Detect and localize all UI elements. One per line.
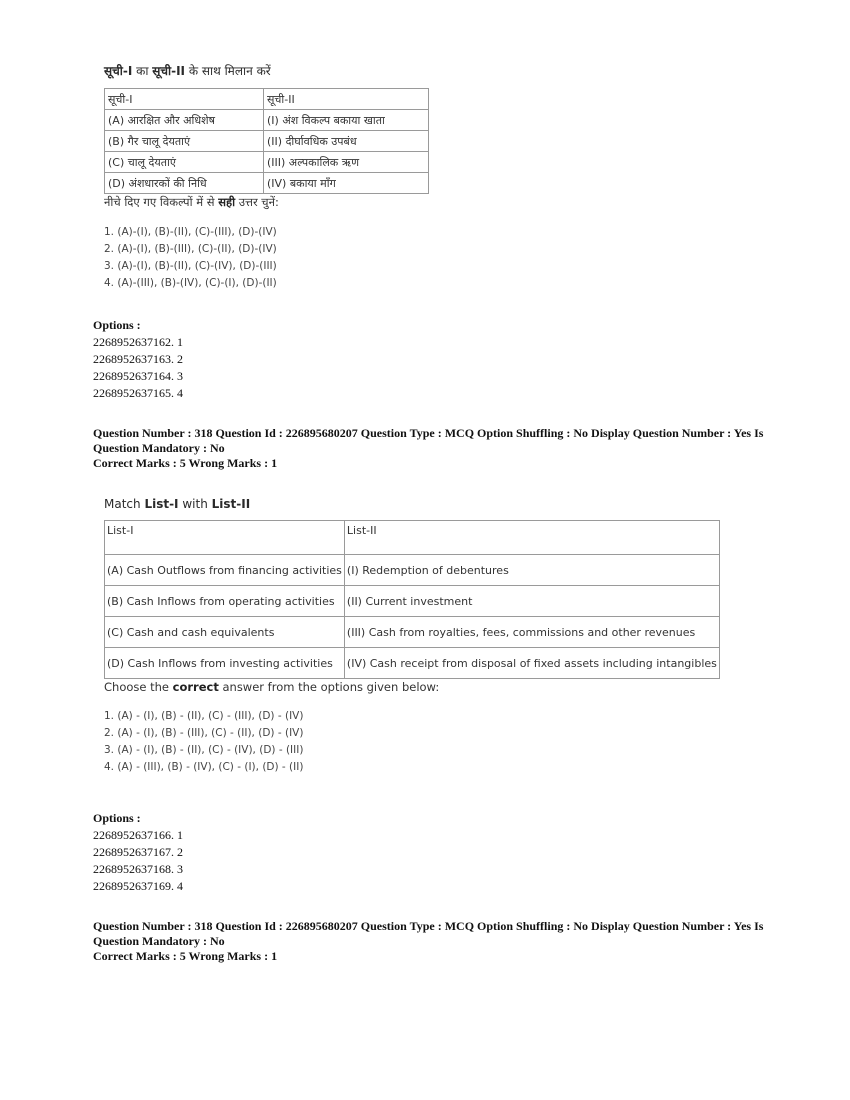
intro-mid: with [178,497,212,511]
match-table-english [104,520,720,679]
intro-mid: का [132,64,153,78]
options-block-1 [93,317,183,402]
meta-line: Question Number : 318 Question Id : 226895680207 Question Type : MCQ Option Shuffling : No Display Question Number : Yes Is [93,426,764,440]
table-cell: (A) Cash Outflows from financing activities [105,555,345,586]
table-header-cell: सूची-I [105,89,264,110]
meta-line: Question Mandatory : No [93,441,225,455]
choose-bold: correct [172,680,219,694]
options-label: Options : [93,811,141,825]
intro-list2: List-II [211,497,251,511]
question-hindi [104,62,444,292]
table-row [105,152,429,173]
table-cell: (D) अंशधारकों की निधि [105,173,264,194]
table-header-row [105,521,720,555]
option-item: 2268952637163. 2 [93,352,183,366]
question-meta-1 [93,426,773,471]
table-header-cell: List-I [105,521,345,555]
answer-item: 3. (A)-(I), (B)-(II), (C)-(IV), (D)-(III) [104,260,277,272]
option-item: 2268952637165. 4 [93,386,183,400]
choose-post: उत्तर चुनें: [235,195,279,209]
question-english [104,497,717,776]
choose-pre: Choose the [104,680,173,694]
meta-line: Correct Marks : 5 Wrong Marks : 1 [93,456,278,470]
choose-instruction-hindi [104,195,444,210]
option-item: 2268952637169. 4 [93,879,183,893]
option-item: 2268952637168. 3 [93,862,183,876]
choose-post: answer from the options given below: [218,680,440,694]
answer-list-english [104,708,704,776]
options-label: Options : [93,318,141,332]
table-row [105,131,429,152]
table-row [105,110,429,131]
option-item: 2268952637164. 3 [93,369,183,383]
meta-line: Question Number : 318 Question Id : 226895680207 Question Type : MCQ Option Shuffling : No Display Question Number : Yes Is [93,919,764,933]
answer-item: 4. (A) - (III), (B) - (IV), (C) - (I), (D) - (II) [104,761,304,773]
options-block-2 [93,810,183,895]
table-row [105,648,720,679]
table-header-row [105,89,429,110]
answer-item: 4. (A)-(III), (B)-(IV), (C)-(I), (D)-(II) [104,277,277,289]
table-cell: (A) आरक्षित और अधिशेष [105,110,264,131]
match-table-hindi [104,88,429,194]
question-english-intro [104,497,704,511]
table-cell: (C) Cash and cash equivalents [105,617,345,648]
table-cell: (B) Cash Inflows from operating activities [105,586,345,617]
table-cell: (B) गैर चालू देयताएं [105,131,264,152]
table-cell: (IV) Cash receipt from disposal of fixed assets including intangibles [344,648,719,679]
option-item: 2268952637167. 2 [93,845,183,859]
answer-item: 2. (A)-(I), (B)-(III), (C)-(II), (D)-(IV) [104,243,277,255]
option-item: 2268952637162. 1 [93,335,183,349]
answer-item: 2. (A) - (I), (B) - (III), (C) - (II), (D) - (IV) [104,727,304,739]
table-row [105,173,429,194]
intro-list2: सूची-II [152,64,186,78]
table-cell: (IV) बकाया माँग [264,173,429,194]
intro-post: के साथ मिलान करें [185,64,271,78]
answer-item: 1. (A) - (I), (B) - (II), (C) - (III), (D) - (IV) [104,710,304,722]
table-cell: (II) Current investment [344,586,719,617]
table-row [105,586,720,617]
table-header-cell: सूची-II [264,89,429,110]
intro-pre: Match [104,497,145,511]
option-item: 2268952637166. 1 [93,828,183,842]
answer-item: 3. (A) - (I), (B) - (II), (C) - (IV), (D) - (III) [104,744,304,756]
answer-list-hindi [104,224,444,292]
table-row [105,617,720,648]
choose-instruction-english [104,680,704,694]
question-meta-2 [93,919,773,964]
table-cell: (III) Cash from royalties, fees, commissions and other revenues [344,617,719,648]
choose-pre: नीचे दिए गए विकल्पों में से [104,195,219,209]
table-cell: (I) Redemption of debentures [344,555,719,586]
intro-list1: List-I [144,497,179,511]
table-cell: (I) अंश विकल्प बकाया खाता [264,110,429,131]
table-cell: (D) Cash Inflows from investing activities [105,648,345,679]
table-row [105,555,720,586]
question-hindi-intro [104,62,444,79]
answer-item: 1. (A)-(I), (B)-(II), (C)-(III), (D)-(IV) [104,226,277,238]
table-cell: (C) चालू देयताएं [105,152,264,173]
intro-list1: सूची-I [104,64,133,78]
table-header-cell: List-II [344,521,719,555]
table-cell: (II) दीर्घावधिक उपबंध [264,131,429,152]
table-cell: (III) अल्पकालिक ऋण [264,152,429,173]
meta-line: Correct Marks : 5 Wrong Marks : 1 [93,949,278,963]
choose-bold: सही [218,195,236,209]
meta-line: Question Mandatory : No [93,934,225,948]
